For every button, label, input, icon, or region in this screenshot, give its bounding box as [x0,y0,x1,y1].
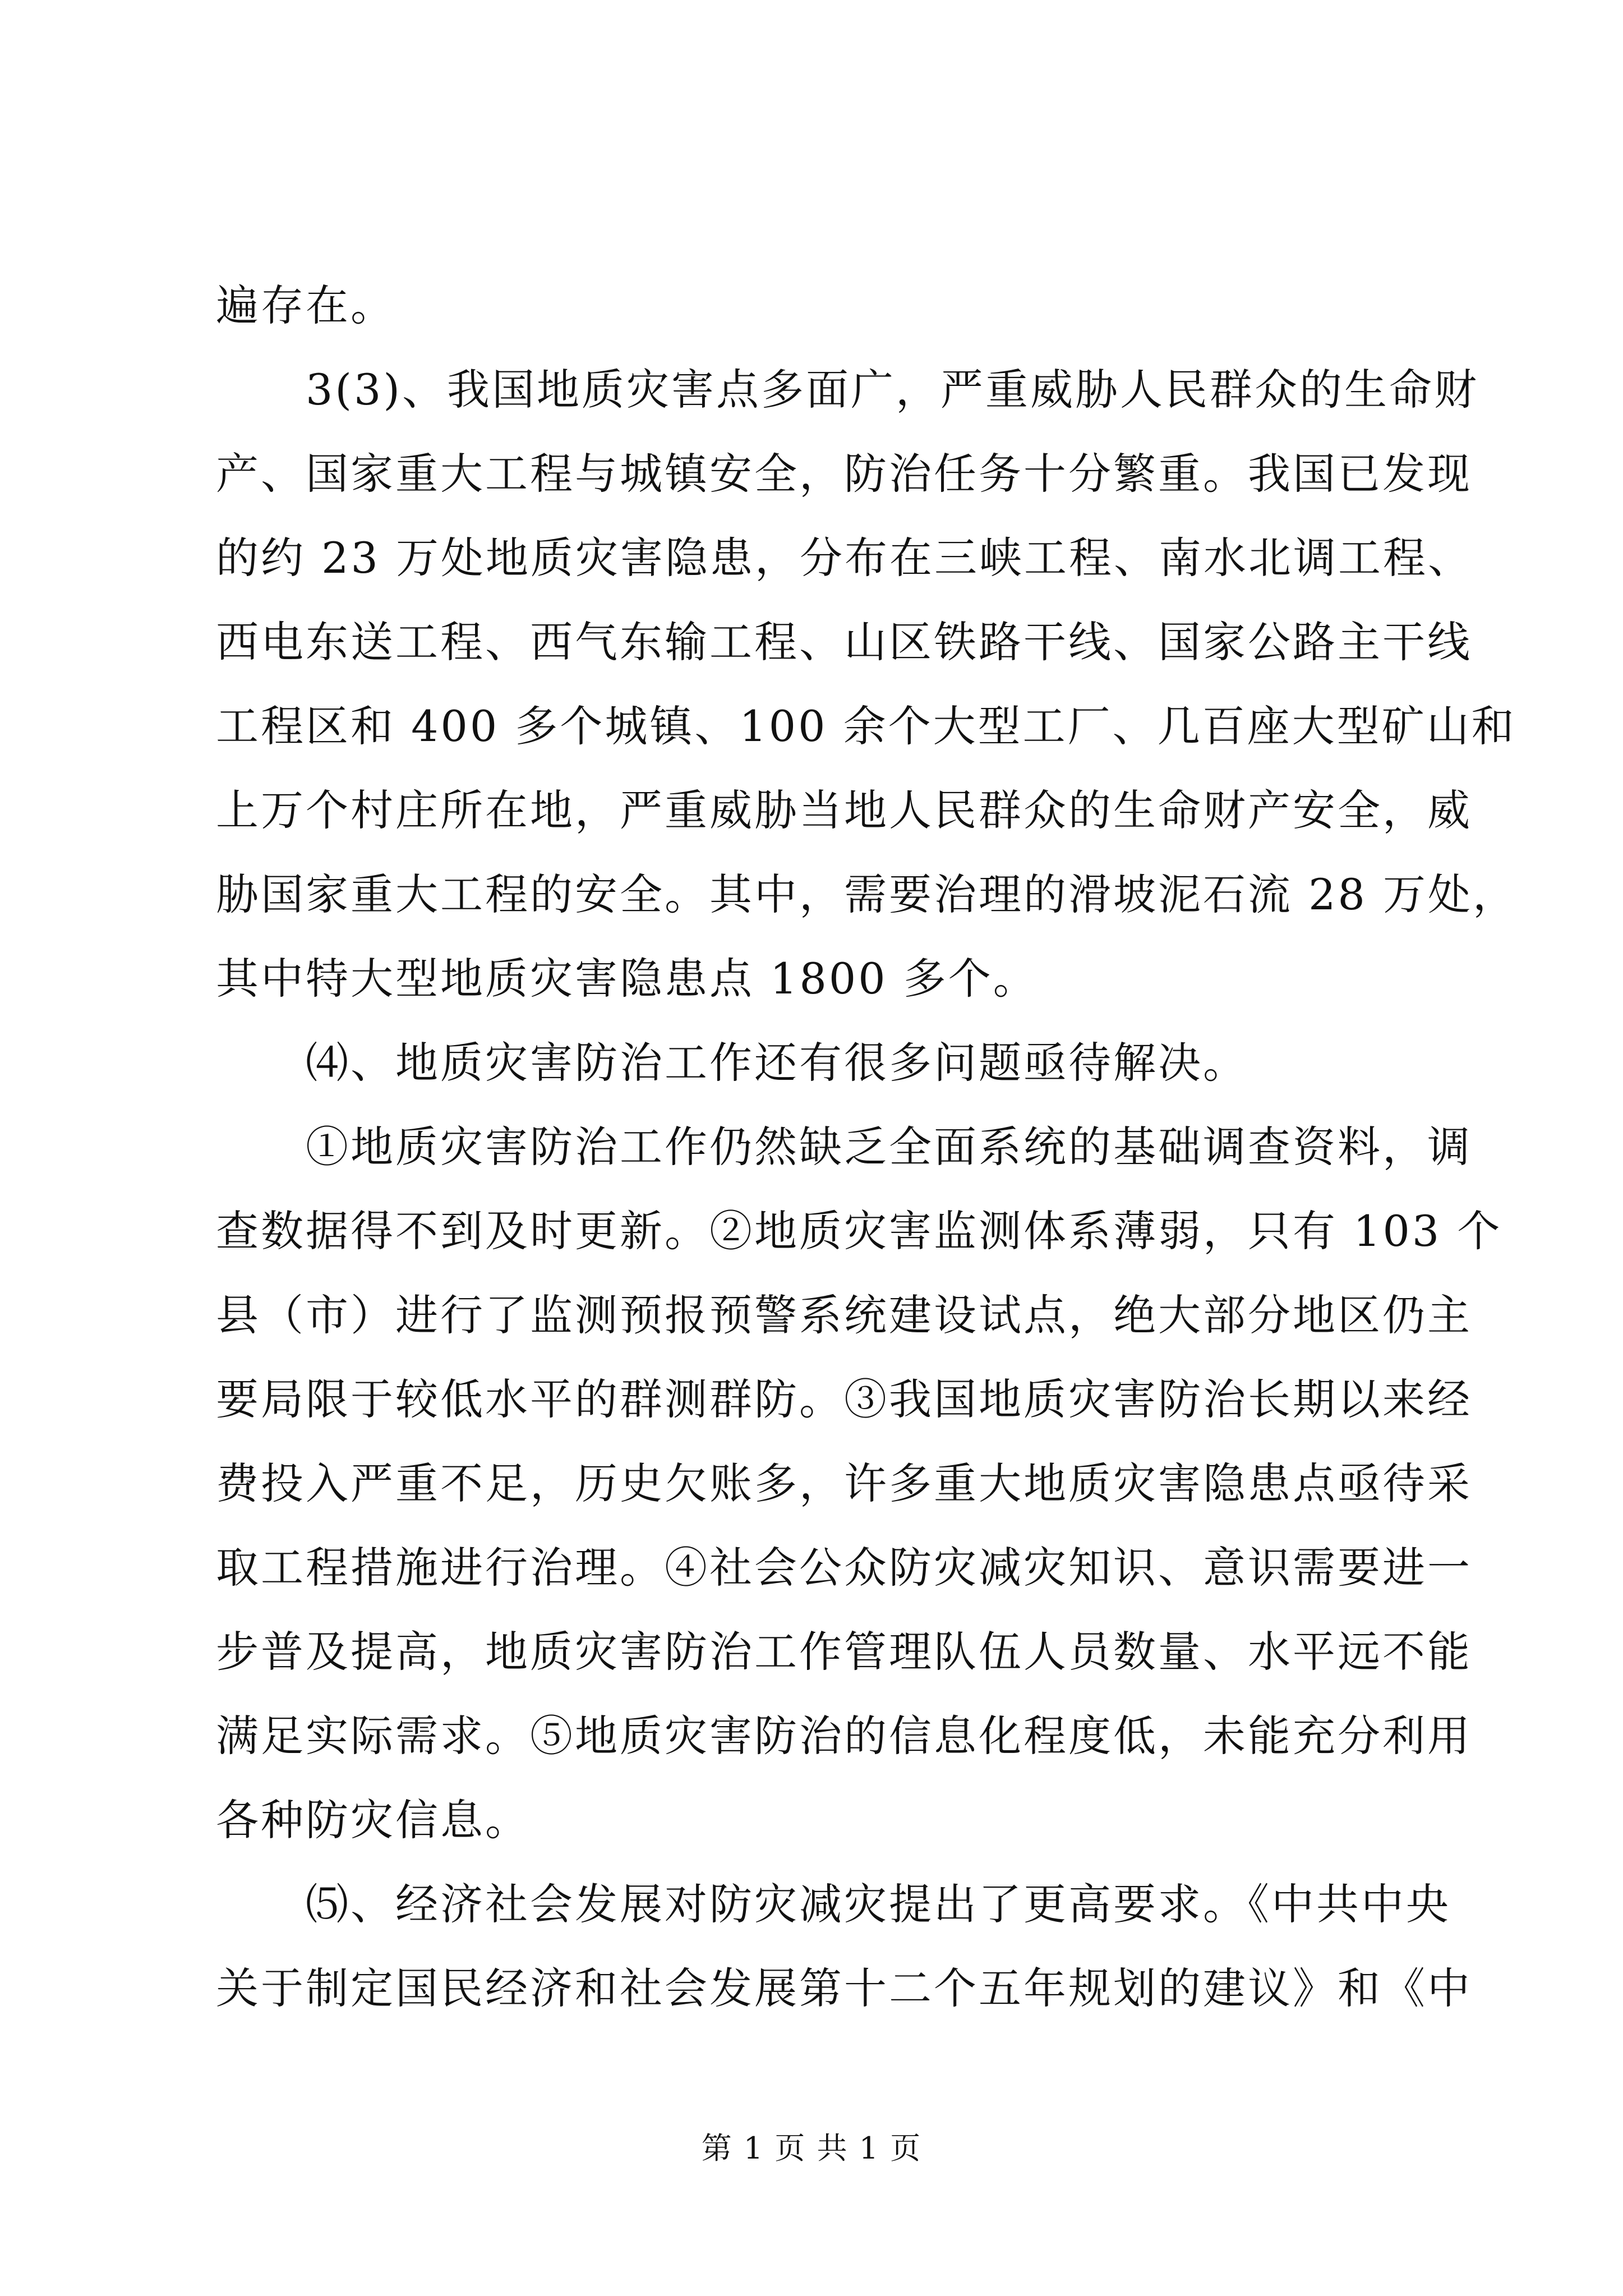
text-line: 胁国家重大工程的安全。其中，需要治理的滑坡泥石流 28 万处， [216,869,1518,919]
text-line: 工程区和 400 多个城镇、100 余个大型工厂、几百座大型矿山和 [216,701,1516,751]
text-line: 关于制定国民经济和社会发展第十二个五年规划的建议》和《中 [216,1963,1472,2013]
text-line: 费投入严重不足，历史欠账多，许多重大地质灾害隐患点亟待采 [216,1458,1472,1508]
text-line: 满足实际需求。⑤地质灾害防治的信息化程度低，未能充分利用 [216,1711,1472,1761]
text-line: 的约 23 万处地质灾害隐患，分布在三峡工程、南水北调工程、 [216,533,1473,583]
page-footer: 第 1 页 共 1 页 [701,2131,922,2166]
text-line: 要局限于较低水平的群测群防。③我国地质灾害防治长期以来经 [216,1374,1472,1424]
text-line: 上万个村庄所在地，严重威胁当地人民群众的生命财产安全，威 [216,785,1472,835]
text-line: 其中特大型地质灾害隐患点 1800 多个。 [216,954,1038,1004]
text-line: 产、国家重大工程与城镇安全，防治任务十分繁重。我国已发现 [216,449,1472,499]
text-line: 步普及提高，地质灾害防治工作管理队伍人员数量、水平远不能 [216,1627,1472,1677]
text-line: 西电东送工程、西气东输工程、山区铁路干线、国家公路主干线 [216,617,1472,667]
text-line: 取工程措施进行治理。④社会公众防灾减灾知识、意识需要进一 [216,1543,1472,1593]
text-line: 遍存在。 [216,280,395,330]
text-line: 查数据得不到及时更新。②地质灾害监测体系薄弱，只有 103 个 [216,1206,1502,1256]
text-line: ⑸、经济社会发展对防灾减灾提出了更高要求。《中共中央 [306,1879,1451,1929]
text-line: ⑷、地质灾害防治工作还有很多问题亟待解决。 [306,1038,1248,1088]
text-line: 各种防灾信息。 [216,1795,530,1845]
text-line: 县（市）进行了监测预报预警系统建设试点，绝大部分地区仍主 [216,1290,1472,1340]
text-line: 3(3)、我国地质灾害点多面广，严重威胁人民群众的生命财 [306,365,1479,415]
text-line: ①地质灾害防治工作仍然缺乏全面系统的基础调查资料，调 [306,1122,1472,1172]
